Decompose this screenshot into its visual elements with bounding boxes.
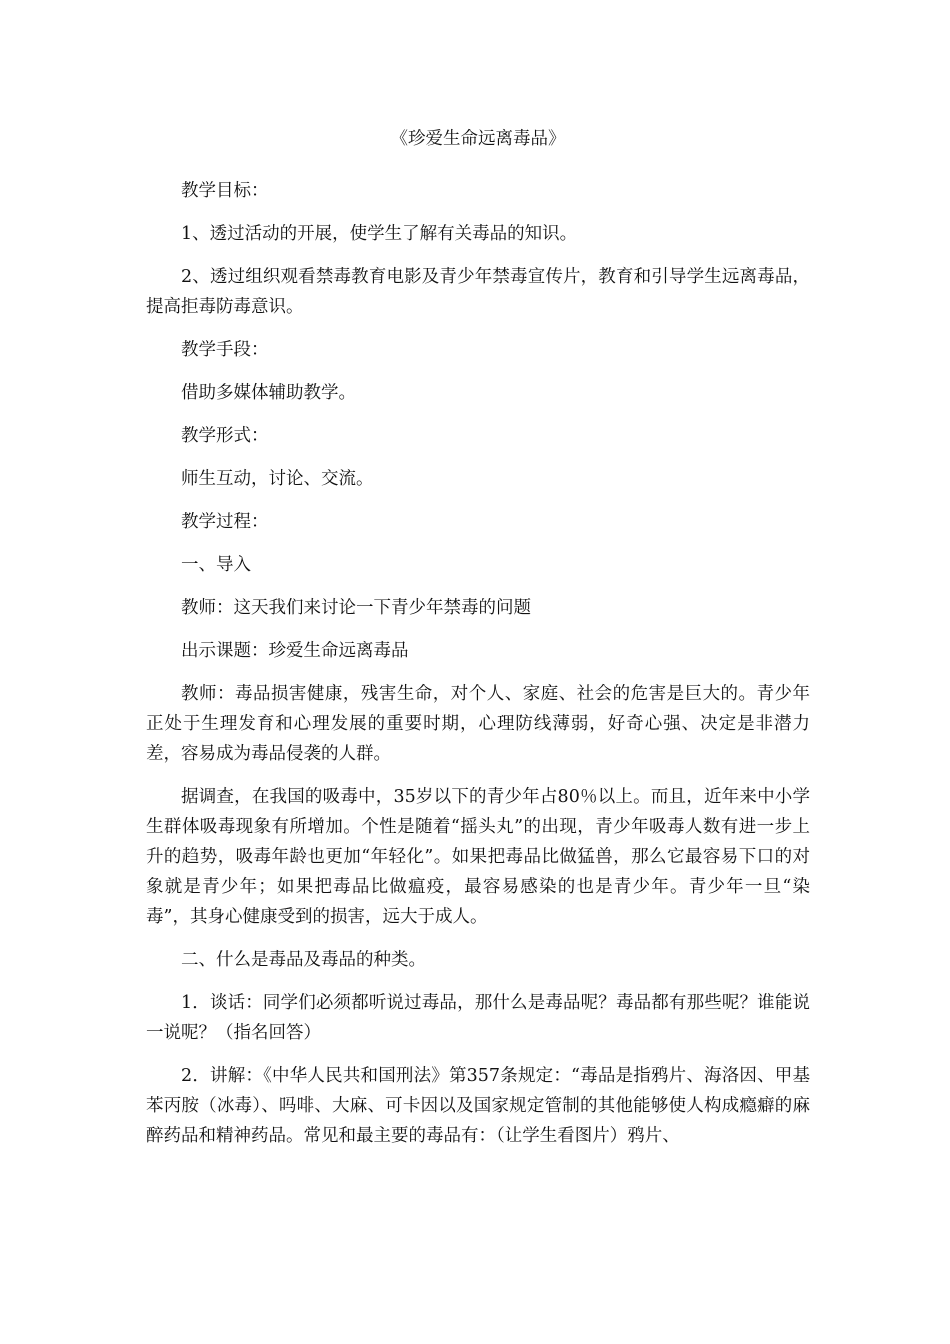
goal-item-1: 1、透过活动的开展，使学生了解有关毒品的知识。	[181, 224, 578, 244]
heading-teaching-goals: 教学目标：	[181, 181, 269, 201]
heading-teaching-means: 教学手段：	[181, 340, 269, 360]
teacher-explanation: 教师：毒品损害健康，残害生命，对个人、家庭、社会的危害是巨大的。青少年正处于生理发育和心理发展的重要时期，心理防线薄弱，好奇心强、决定是非潜力差，容易成为毒品侵袭的人群。	[146, 684, 810, 764]
goal-item-2: 2、透过组织观看禁毒教育电影及青少年禁毒宣传片，教育和引导学生远离毒品，提高拒毒防毒意识。	[146, 267, 810, 317]
teaching-means-text: 借助多媒体辅助教学。	[181, 383, 356, 403]
explanation-item-2: 2．讲解：《中华人民共和国刑法》第357条规定：“毒品是指鸦片、海洛因、甲基苯丙胺（冰毒）、吗啡、大麻、可卡因以及国家规定管制的其他能够使人构成瘾癖的麻醉药品和精神药品。常见和最主要的毒品有：（让学生看图片）鸦片、	[146, 1066, 810, 1146]
heading-teaching-form: 教学形式：	[181, 426, 269, 446]
section-2-heading: 二、什么是毒品及毒品的种类。	[181, 950, 426, 970]
document-body	[146, 124, 810, 1164]
teaching-form-text: 师生互动，讨论、交流。	[181, 469, 374, 489]
show-topic: 出示课题：珍爱生命远离毒品	[181, 641, 409, 661]
teacher-intro: 教师：这天我们来讨论一下青少年禁毒的问题	[181, 598, 531, 618]
section-1-heading: 一、导入	[181, 555, 251, 575]
discussion-item-1: 1．谈话：同学们必须都听说过毒品，那什么是毒品呢？毒品都有那些呢？谁能说一说呢？（指名回答）	[146, 993, 810, 1043]
heading-teaching-process: 教学过程：	[181, 512, 269, 532]
document-title: 《珍爱生命远离毒品》	[390, 129, 566, 149]
survey-paragraph: 据调查，在我国的吸毒中，35岁以下的青少年占80％以上。而且，近年来中小学生群体吸毒现象有所增加。个性是随着“摇头丸”的出现，青少年吸毒人数有进一步上升的趋势，吸毒年龄也更加“年轻化”。如果把毒品比做猛兽，那么它最容易下口的对象就是青少年；如果把毒品比做瘟疫，最容易感染的也是青少年。青少年一旦“染毒”，其身心健康受到的损害，远大于成人。	[146, 787, 810, 927]
